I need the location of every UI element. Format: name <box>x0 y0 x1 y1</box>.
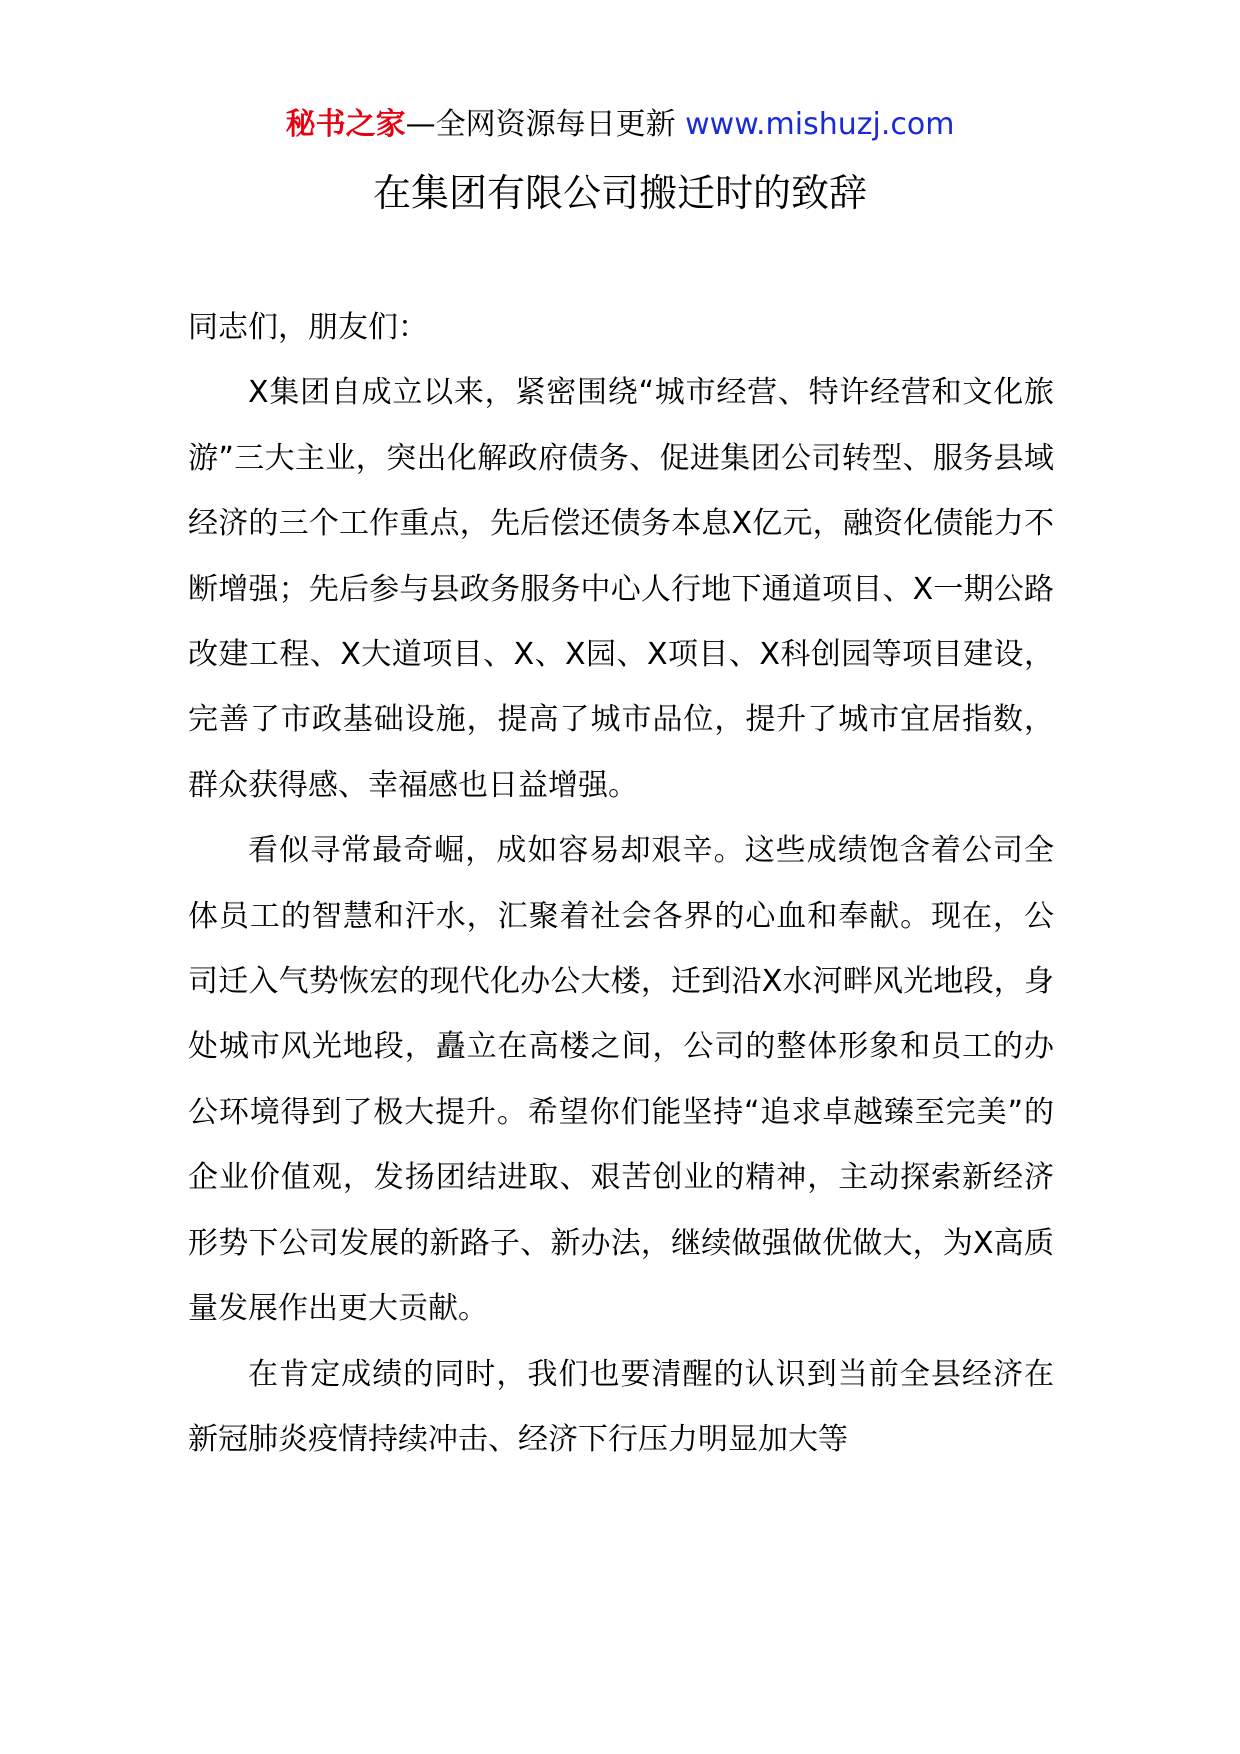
site-url-link[interactable]: www.mishuzj.com <box>685 107 955 142</box>
site-name: 秘书之家 <box>285 107 406 142</box>
greeting: 同志们，朋友们： <box>188 310 428 345</box>
site-slogan: —全网资源每日更新 <box>405 107 676 142</box>
paragraph: 看似寻常最奇崛，成如容易却艰辛。这些成绩饱含着公司全体员工的智慧和汗水，汇聚着社会各界的心血和奉献。现在，公司迁入气势恢宏的现代化办公大楼，迁到沿X水河畔风光地段，身处城市风光地段，矗立在高楼之间，公司的整体形象和员工的办公环境得到了极大提升。希望你们能坚持“追求卓越臻至完美”的企业价值观，发扬团结进取、艰苦创业的精神，主动探索新经济形势下公司发展的新路子、新办法，继续做强做优做大，为X高质量发展作出更大贡献。 <box>188 833 1054 1327</box>
document-body <box>188 295 1054 1472</box>
paragraph: 在肯定成绩的同时，我们也要清醒的认识到当前全县经济在新冠肺炎疫情持续冲击、经济下行压力明显加大等 <box>188 1356 1054 1457</box>
site-header <box>0 103 1240 147</box>
paragraph: X集团自成立以来，紧密围绕“城市经营、特许经营和文化旅游”三大主业，突出化解政府债务、促进集团公司转型、服务县域经济的三个工作重点，先后偿还债务本息X亿元，融资化债能力不断增强；先后参与县政务服务中心人行地下通道项目、X一期公路改建工程、X大道项目、X、X园、X项目、X科创园等项目建设，完善了市政基础设施，提高了城市品位，提升了城市宜居指数，群众获得感、幸福感也日益增强。 <box>188 375 1054 803</box>
document-title: 在集团有限公司搬迁时的致辞 <box>372 171 867 215</box>
